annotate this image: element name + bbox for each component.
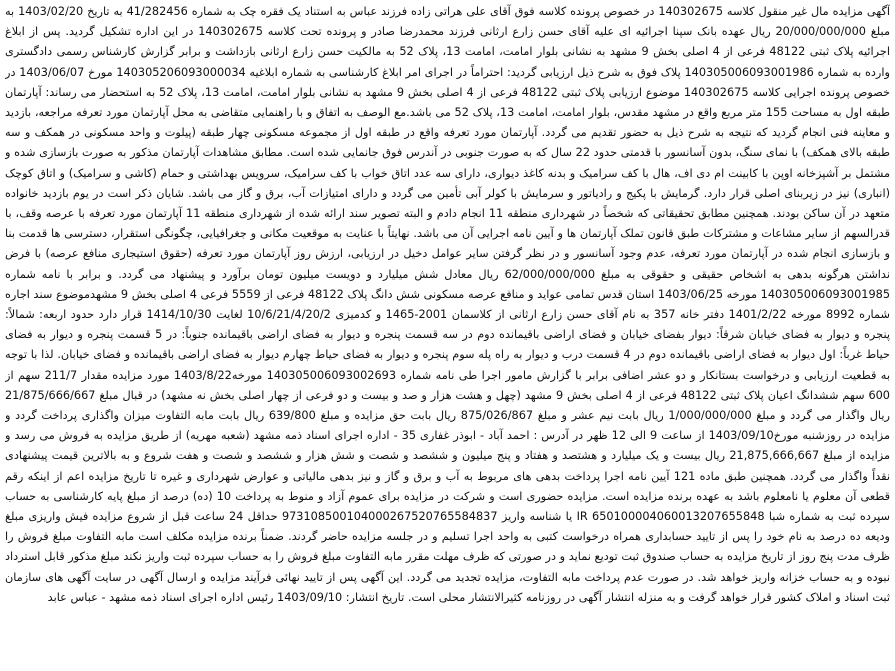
auction-notice-body: آگهی مزایده مال غیر منقول کلاسه 140302675 در خصوص پرونده کلاسه فوق آقای علی هراتی زاده فرزند عباس به استناد یک فقره چک به شماره 41/282456 به تاریخ 1403/02/20 به مبلغ 20/000/000/000 ریال عهده بانک سپنا اجرائیه ای علیه آقای حسن زارع ارثانی فرزند محمدرضا صادر و پرونده تحت کلاسه 140302675 در این اداره تشکیل گردید. پس از ابلاغ اجرائیه پلاک ثبتی 48122 فرعی از 4 اصلی بخش 9 مشهد به نشانی بلوار امامت، امامت 13، پلاک 52 به مالکیت حسن زارع ارثانی بازداشت و برابر گزارش کارشناس رسمی دادگستری وارده به شماره 140305006093001986 پلاک فوق به شرح ذیل ارزیابی گردید: احتراماً در اجرای امر ابلاغ کارشناسی به شماره ابلاغیه 140305206093000034 مورخ 1403/06/07 در خصوص پرونده اجرایی کلاسه 140302675 موضوع ارزیابی پلاک ثبتی 48122 فرعی از 4 اصلی بخش 9 مشهد به نشانی بلوار امامت، امامت 13، پلاک 52 به استحضار می رساند: آپارتمان طبقه اول به مساحت 155 متر مربع واقع در مشهد مقدس، بلوار امامت، امامت 13، پلاک 52 می باشد.مع الوصف به اتفاق و با راهنمایی متقاضی به محل آپارتمان مورد تعرفه مراجعه، بازدید و معاینه فنی انجام گردید که نتیجه به شرح ذیل به حضور تقدیم می گردد. آپارتمان مورد تعرفه واقع در طبقه اول از مجموعه مسکونی چهار طبقه (پیلوت و واحد مسکونی در همکف و سه طبقه بالای همکف) با نمای سنگ، بدون آسانسور با قدمتی حدود 22 سال که به صورت جنوبی در آندرس فوق جانمایی شده است. مطابق مشاهدات آپارتمان مذکور به صورت بازسازی شده و مشتمل بر آشپزخانه اوپن با کابینت ام دی اف، هال با کف سرامیک و بدنه کاغذ دیواری، دارای سه عدد اتاق خواب با کف سرامیک، سرویس بهداشتی و حمام (کاشی و سرامیک) و اتاق کوچک (انباری) نیز در زیربنای اصلی قرار دارد. گرمایش با پکیج و رادیاتور و سرمایش با کولر آبی تأمین می گردد و دارای امتیازات آب، برق و گاز می باشد. شایان ذکر است در یوم بازدید خانواده متعهد در آن ساکن بودند. همچنین مطابق تحقیقاتی که شخصاً در شهرداری منطقه 11 انجام دادم و البته تصویر سند ارائه شده از شهرداری منطقه 11 آپارتمان مورد تعرفه با عرصه وقف، با قدرالسهم از سایر مشاعات و مشترکات طبق قانون تملک آپارتمان ها و آیین نامه اجرایی آن می باشد. نهایتاً با عنایت به موقعیت مکانی و جغرافیایی، چگونگی استقرار، دسترسی ها قدمت بنا و بازسازی انجام شده در آپارتمان مورد تعرفه، عدم وجود آسانسور و در نظر گرفتن سایر عوامل دخیل در ارزیابی، ارزش روز آپارتمان مورد تعرفه (حقوق استیجاری منافع عرصه) با فرض نداشتن هرگونه بدهی به اشخاص حقیقی و حقوقی به مبلغ 62/000/000/000 ریال معادل شش میلیارد و دویست میلیون تومان برآورد و پیشنهاد می گردد. و برابر با نامه شماره 140305006093001985 مورخه 1403/06/25 استان قدس تمامی عواید و منافع عرصه مسکونی شش دانگ پلاک 48122 فرعی از 5559 فرعی 4 اصلی بخش 9 مشهدموضوع سند اجاره شماره 8992 مورخه 1401/2/22 دفتر خانه 357 به نام آقای حسن زارع ارثانی از کلاسمان 2001-1465 و کدمیزی 10/6/21/4/20/2 لغایت 1414/10/30 قرار دارد حدود اربعه: شمالاً: پنجره و دیوار به فضای خیابان شرقاً: دیوار بفضای خیابان و فضای اراضی باقیمانده دوم در سه قسمت پنجره و دیوار به فضای اراضی باقیمانده جنوباً: در 5 قسمت پنجره و دیوار به فضای حیاط غرباً: اول دیوار به فضای اراضی باقیمانده دوم در 4 قسمت درب و دیوار به راه پله سوم پنجره و دیوار به فضای حیاط چهارم دیوار به فضای اراضی باقیمانده و فضای خیابان. لذا با توجه به قطعیت ارزیابی و درخواست بستانکار و دو عشر اضافی برابر با گزارش مامور اجرا طی نامه شماره 140305006093002693 مورخه1403/8/22 مورد مزایده مقدار 211/7 سهم از 600 سهم ششدانگ اعیان پلاک ثبتی 48122 فرعی از 4 اصلی بخش 9 مشهد (چهل و هشت هزار و صد و بیست و دو فرعی از چهار اصلی بخش نه مشهد) در قبال مبلغ 21/875/666/667 ریال واگذار می گردد و مبلغ 1/000/000/000 ریال بابت نیم عشر و مبلغ 875/026/867 ریال بابت حق مزایده و مبلغ 639/800 ریال بابت مابه التفاوت میزان واگذاری پرداخت گردد و مزایده در روزشنبه مورخ1403/09/10 از ساعت 9 الی 12 ظهر در آدرس : احمد آباد - ابوذر غفاری 35 - اداره اجرای اسناد ذمه مشهد (شعبه مهریه) از طریق مزایده به فروش می رسد و مزایده از مبلغ 21,875,666,667 ریال بیست و یک میلیارد و هشتصد و هفتاد و پنج میلیون و ششصد و شصت و شش هزار و ششصد و شصت و هفت شروع و به بالاترین قیمت پیشنهادی نقداً واگذار می گردد. همچنین طبق ماده 121 آیین نامه اجرا پرداخت بدهی های مربوط به آب و برق و گاز و نیز بدهی مالیاتی و عوارض شهرداری و غیره تا تاریخ مزایده اعم از اینکه رقم قطعی آن معلوم یا نامعلوم باشد به عهده برنده مزایده است. مزایده حضوری است و شرکت در مزایده برای عموم آزاد و منوط به پرداخت 10 (ده) درصد از مبلغ پایه کارشناسی به حساب سپرده ثبت به شماره شبا IR 650100004060013207655848 یا شناسه واریز 973108500104000267520765584837 حداقل 24 ساعت قبل از شروع مزایده فیش واریزی مبلغ ودیعه ده درصد به نام خود را پس از تایید حسابداری همراه درخواست کتبی به واحد اجرا تسلیم و در جلسه مزایده حاضر گردند. ضمناً برنده مزایده مکلف است مابه التفاوت مبلغ فروش را ظرف مدت پنج روز از تاریخ مزایده به حساب صندوق ثبت تودیع نماید و در صورتی که ظرف مهلت مقرر مابه التفاوت مبلغ فروش را به حساب سپرده ثبت واریز نکند مبلغ مذکور قابل استرداد نبوده و به حساب خزانه واریز خواهد شد. در صورت عدم پرداخت مابه التفاوت، مزایده تجدید می گردد. این آگهی پس از تایید نهائی فرآیند مزایده و ارسال آگهی در سایت آگهی های سازمان ثبت اسناد و املاک کشور قرار خواهد گرفت و به منزله انتشار آگهی در روزنامه کثیرالانتشار محلی است. تاریخ انتشار: 1403/09/10 رئیس اداره اجرای اسناد ذمه مشهد - عباس عابد bbox=[5, 5, 890, 604]
auction-notice bbox=[5, 2, 890, 669]
